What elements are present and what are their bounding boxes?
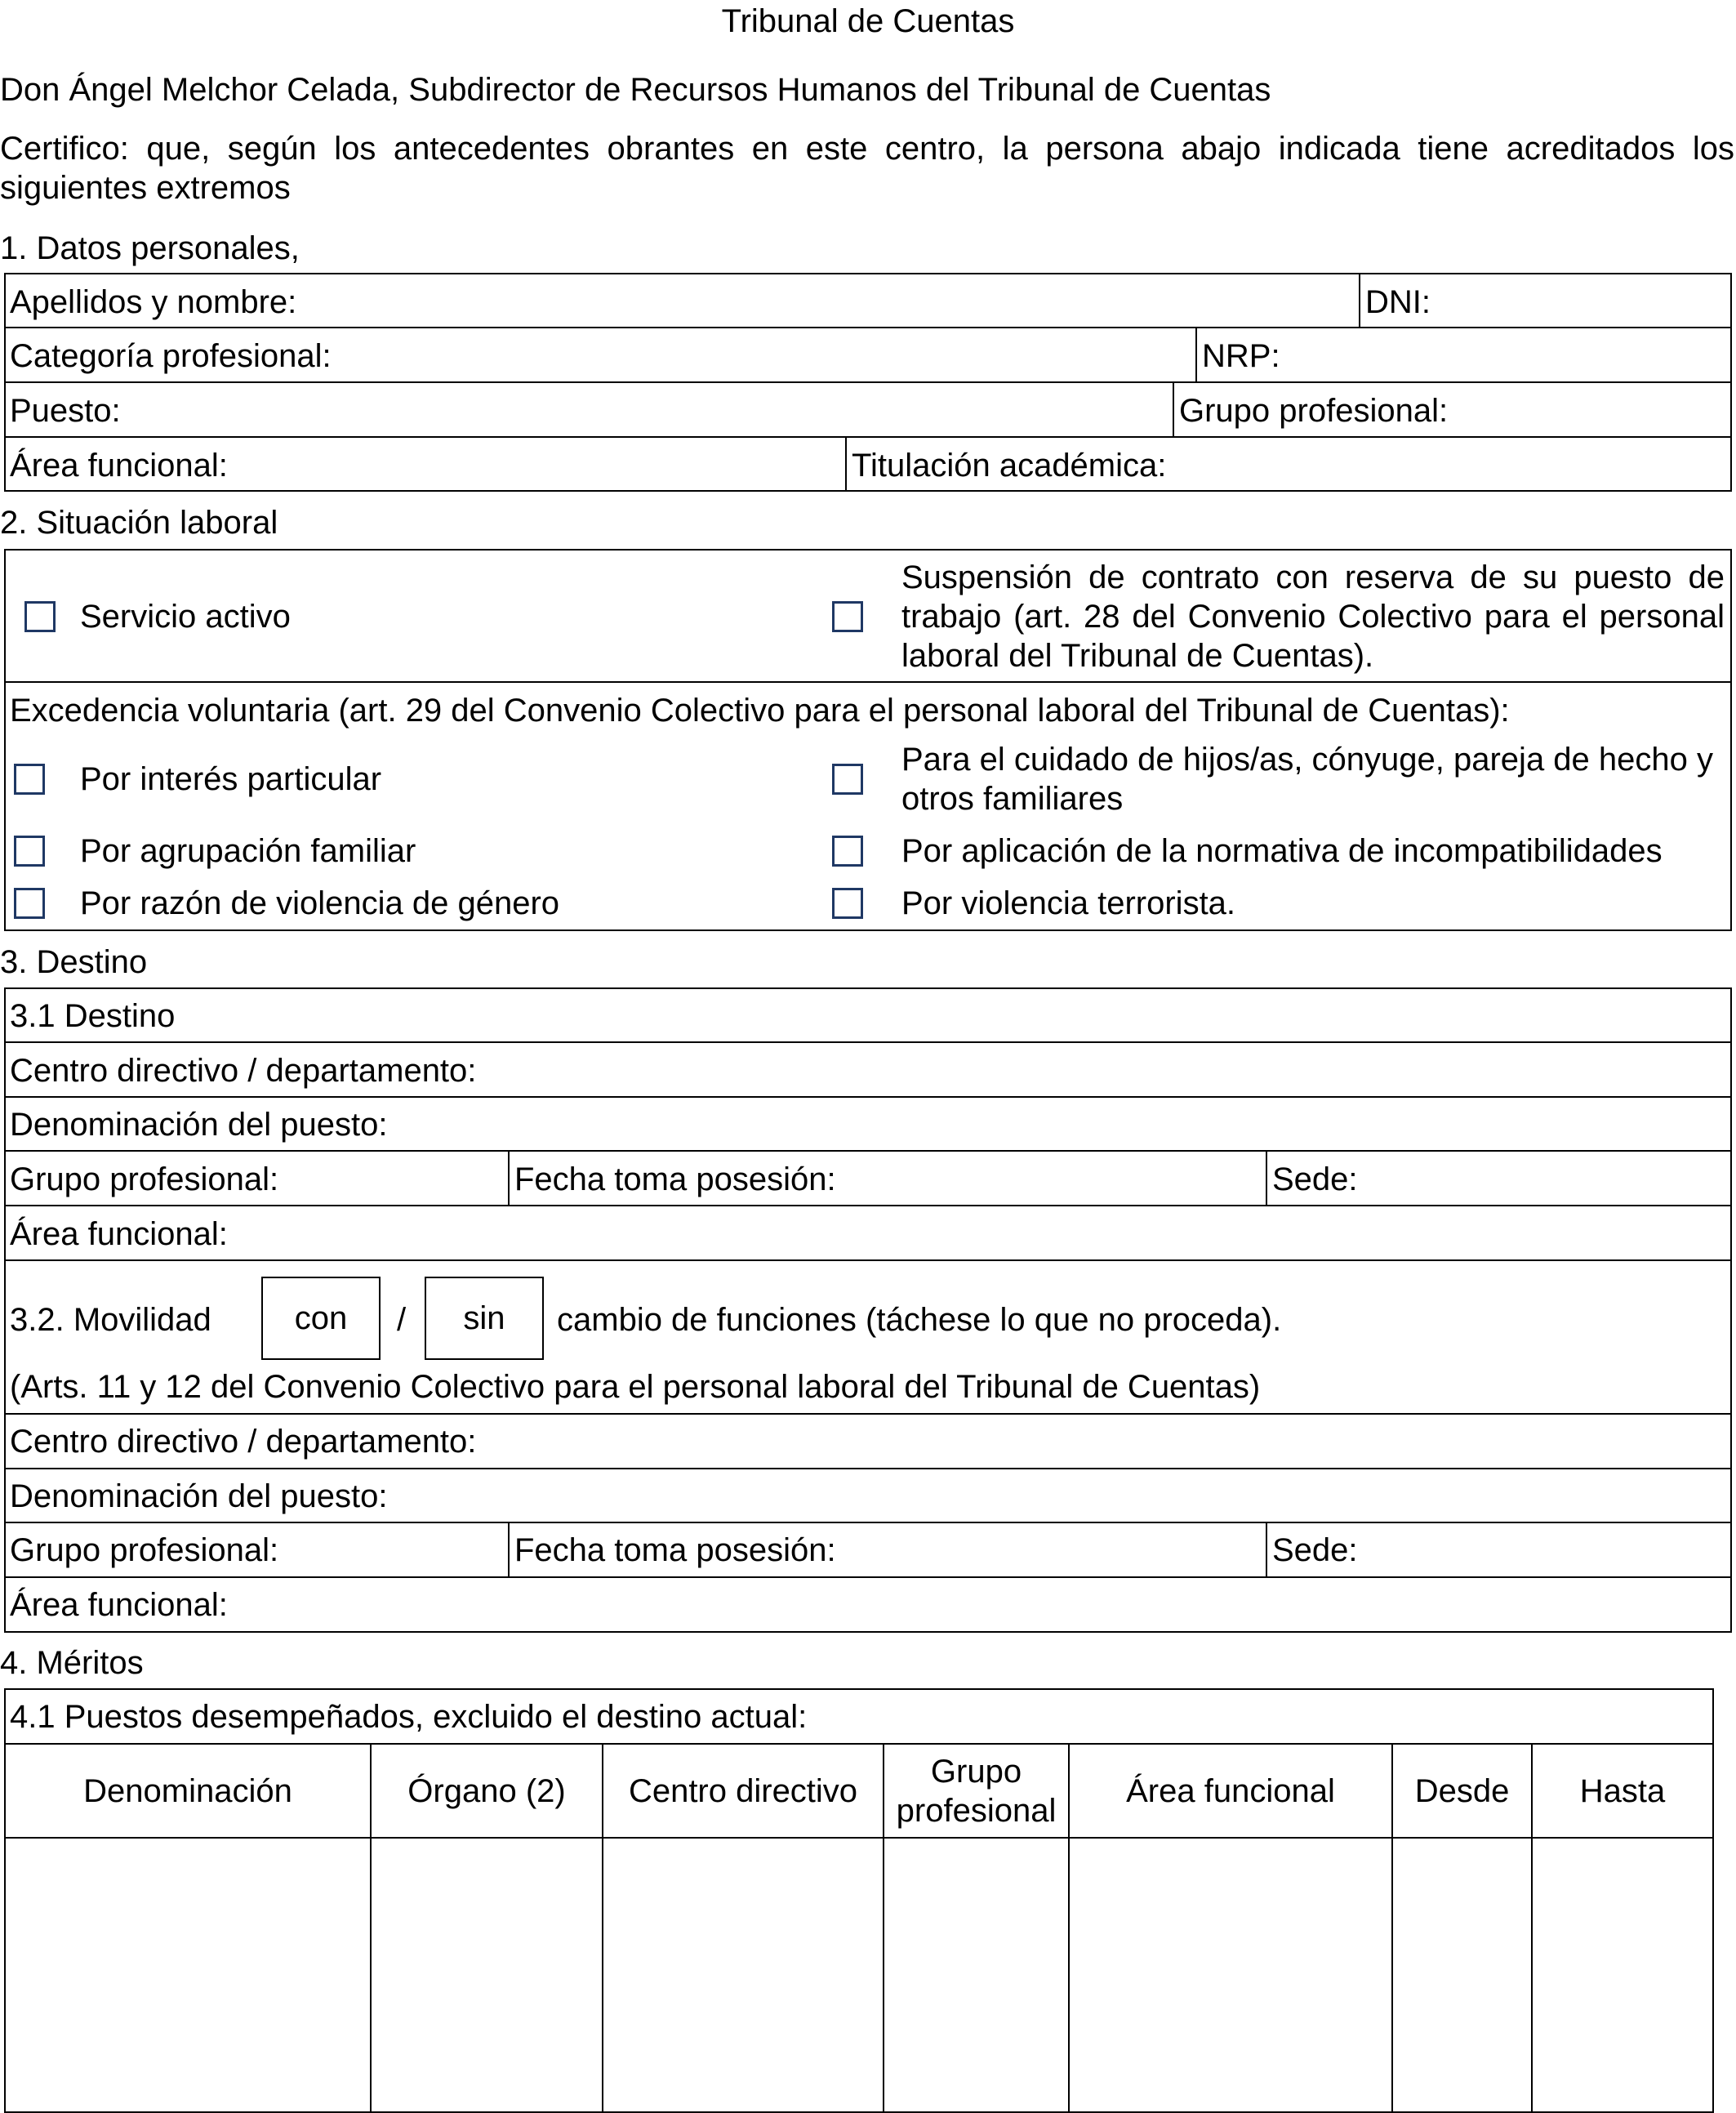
certifico-paragraph: Certifico: que, según los antecedentes obrantes en este centro, la persona abajo indicada tiene acreditados los siguientes extremos xyxy=(0,131,1734,206)
area-label: Área funcional: xyxy=(10,1216,228,1252)
interes-checkbox[interactable] xyxy=(14,764,45,795)
centro-label: Centro directivo / departamento: xyxy=(10,1053,477,1089)
cuidado-checkbox[interactable] xyxy=(832,764,863,795)
divider xyxy=(4,381,1732,383)
destino-sub1: 3.1 Destino xyxy=(10,998,176,1034)
violencia-genero-checkbox[interactable] xyxy=(14,888,45,919)
divider xyxy=(1266,1522,1267,1577)
grupo-label: Grupo profesional: xyxy=(10,1161,279,1197)
incompatibilidades-checkbox[interactable] xyxy=(832,836,863,867)
sede-label: Sede: xyxy=(1272,1532,1358,1568)
movilidad-label: 3.2. Movilidad xyxy=(10,1302,211,1338)
area-label: Área funcional: xyxy=(10,1587,228,1623)
section1-heading: 1. Datos personales, xyxy=(0,230,300,266)
violencia-genero-label: Por razón de violencia de género xyxy=(80,885,560,921)
column-header: Denominación xyxy=(83,1772,292,1809)
suspension-label: Suspensión de contrato con reserva de su puesto de trabajo (art. 28 del Convenio Colectivo para el personal laboral del Tribunal de Cuentas). xyxy=(901,559,1725,674)
divider xyxy=(1359,273,1360,328)
denominacion-label: Denominación del puesto: xyxy=(10,1107,388,1143)
agrupacion-checkbox[interactable] xyxy=(14,836,45,867)
divider xyxy=(1266,1150,1267,1206)
servicio-activo-checkbox[interactable] xyxy=(24,601,56,632)
column-header: Área funcional xyxy=(1126,1772,1335,1809)
divider xyxy=(4,1096,1732,1098)
divider xyxy=(4,1150,1732,1152)
centro-label: Centro directivo / departamento: xyxy=(10,1424,477,1460)
sin-option[interactable]: sin xyxy=(425,1277,544,1360)
cuidado-label: Para el cuidado de hijos/as, cónyuge, pareja de hecho y otros familiares xyxy=(901,742,1714,817)
cambio-label: cambio de funciones (táchese lo que no proceda). xyxy=(557,1302,1282,1338)
column-header: Hasta xyxy=(1579,1772,1666,1809)
area-label: Área funcional: xyxy=(10,448,228,484)
suspension-checkbox[interactable] xyxy=(832,601,863,632)
column-header: Grupo profesional xyxy=(896,1753,1057,1829)
agrupacion-label: Por agrupación familiar xyxy=(80,833,416,869)
section2-heading: 2. Situación laboral xyxy=(0,505,278,541)
divider xyxy=(4,1205,1732,1206)
servicio-activo-label: Servicio activo xyxy=(80,599,291,635)
divider xyxy=(4,1576,1732,1578)
divider xyxy=(4,327,1732,328)
signatory-line: Don Ángel Melchor Celada, Subdirector de Recursos Humanos del Tribunal de Cuentas xyxy=(0,72,1271,108)
section4-heading: 4. Méritos xyxy=(0,1645,144,1681)
violencia-terrorista-checkbox[interactable] xyxy=(832,888,863,919)
incompatibilidades-label: Por aplicación de la normativa de incompatibilidades xyxy=(901,833,1663,869)
titulacion-label: Titulación académica: xyxy=(852,448,1167,484)
apellidos-label: Apellidos y nombre: xyxy=(10,284,297,320)
page-title: Tribunal de Cuentas xyxy=(721,3,1015,39)
divider xyxy=(508,1522,510,1577)
divider xyxy=(4,1468,1732,1469)
interes-label: Por interés particular xyxy=(80,761,382,797)
categoria-label: Categoría profesional: xyxy=(10,338,332,374)
divider xyxy=(4,1259,1732,1261)
con-option[interactable]: con xyxy=(261,1277,381,1360)
divider xyxy=(4,1041,1732,1043)
divider xyxy=(845,436,847,492)
section3-heading: 3. Destino xyxy=(0,944,148,980)
fecha-label: Fecha toma posesión: xyxy=(514,1532,836,1568)
dni-label: DNI: xyxy=(1365,284,1431,320)
grupo-label: Grupo profesional: xyxy=(1179,393,1449,429)
denominacion-label: Denominación del puesto: xyxy=(10,1478,388,1514)
column-header: Desde xyxy=(1414,1772,1510,1809)
column-header: Órgano (2) xyxy=(407,1772,566,1809)
sede-label: Sede: xyxy=(1272,1161,1358,1197)
divider xyxy=(4,1837,1714,1839)
divider xyxy=(4,436,1732,438)
nrp-label: NRP: xyxy=(1202,338,1280,374)
violencia-terrorista-label: Por violencia terrorista. xyxy=(901,885,1236,921)
excedencia-label: Excedencia voluntaria (art. 29 del Convenio Colectivo para el personal laboral del Tribunal de Cuentas): xyxy=(10,693,1510,729)
divider xyxy=(1195,327,1197,382)
merits-sub1: 4.1 Puestos desempeñados, excluido el destino actual: xyxy=(10,1699,808,1735)
divider xyxy=(4,681,1732,683)
grupo-label: Grupo profesional: xyxy=(10,1532,279,1568)
arts-note: (Arts. 11 y 12 del Convenio Colectivo para el personal laboral del Tribunal de Cuentas) xyxy=(10,1369,1261,1405)
divider xyxy=(4,1413,1732,1415)
column-header: Centro directivo xyxy=(628,1772,858,1809)
slash-separator: / xyxy=(397,1302,407,1338)
divider xyxy=(4,1522,1732,1523)
divider xyxy=(1173,381,1174,437)
puesto-label: Puesto: xyxy=(10,393,121,429)
divider xyxy=(508,1150,510,1206)
fecha-label: Fecha toma posesión: xyxy=(514,1161,836,1197)
